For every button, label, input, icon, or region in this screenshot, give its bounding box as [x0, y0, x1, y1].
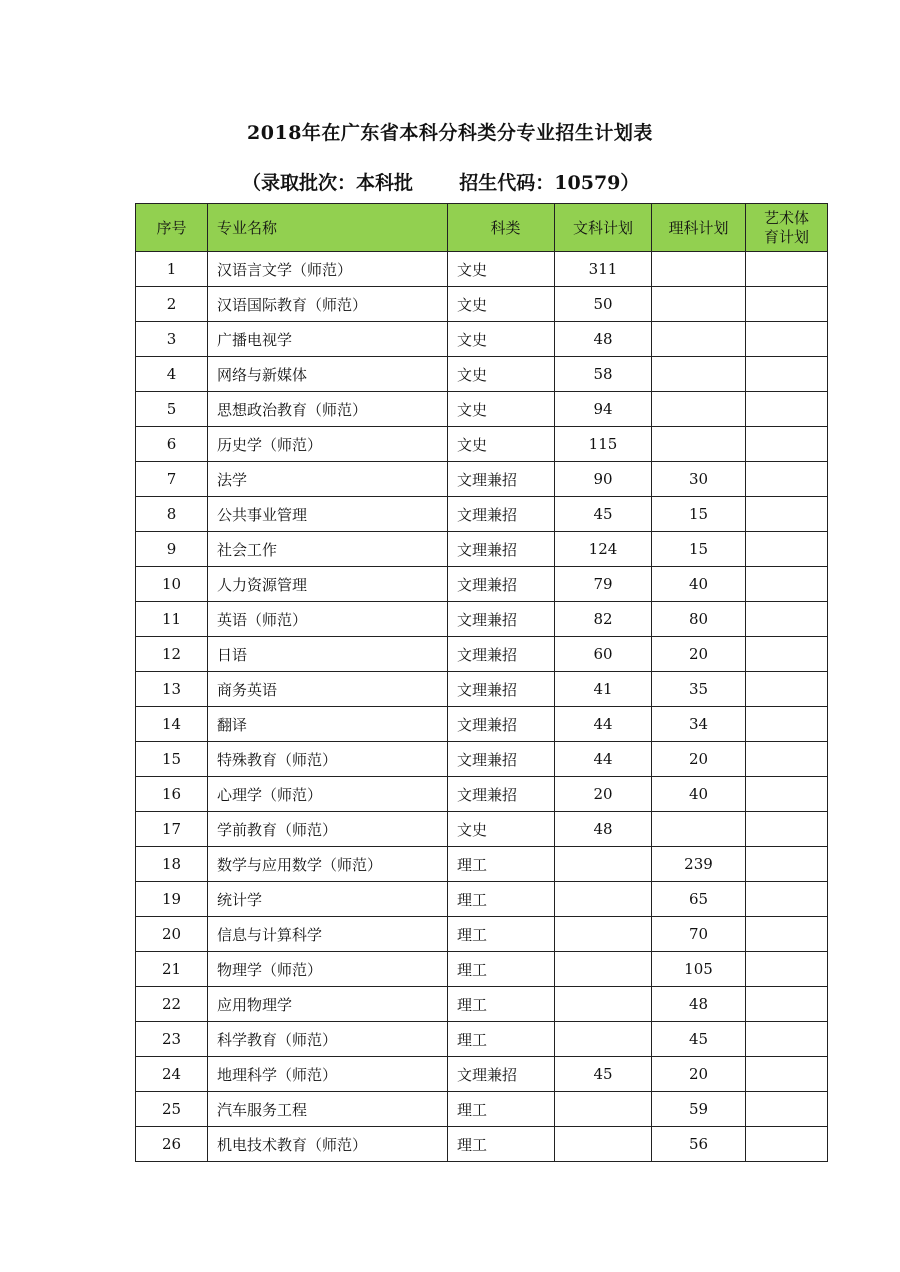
cell-art-sports-plan: [746, 882, 828, 917]
header-no: 序号: [136, 204, 208, 252]
cell-science-plan: 35: [652, 672, 746, 707]
cell-category: 理工: [448, 987, 555, 1022]
header-art-sports-line1: 艺术体: [763, 208, 809, 227]
cell-major-name: 统计学: [208, 882, 448, 917]
cell-art-sports-plan: [746, 252, 828, 287]
cell-arts-plan: [555, 917, 652, 952]
cell-no: 3: [136, 322, 208, 357]
cell-category: 文理兼招: [448, 707, 555, 742]
cell-category: 理工: [448, 1127, 555, 1162]
cell-art-sports-plan: [746, 427, 828, 462]
cell-no: 8: [136, 497, 208, 532]
cell-science-plan: [652, 427, 746, 462]
table-row: [136, 602, 828, 637]
table-row: [136, 637, 828, 672]
table-row: [136, 427, 828, 462]
cell-arts-plan: [555, 1022, 652, 1057]
cell-category: 理工: [448, 1092, 555, 1127]
cell-art-sports-plan: [746, 707, 828, 742]
cell-no: 21: [136, 952, 208, 987]
cell-category: 文史: [448, 252, 555, 287]
header-arts-plan: 文科计划: [555, 204, 652, 252]
cell-arts-plan: [555, 1127, 652, 1162]
table-row: [136, 1057, 828, 1092]
table-row: [136, 847, 828, 882]
cell-science-plan: [652, 322, 746, 357]
cell-science-plan: 30: [652, 462, 746, 497]
cell-no: 22: [136, 987, 208, 1022]
cell-major-name: 社会工作: [208, 532, 448, 567]
cell-art-sports-plan: [746, 1057, 828, 1092]
cell-arts-plan: 50: [555, 287, 652, 322]
cell-science-plan: [652, 252, 746, 287]
cell-major-name: 心理学（师范）: [208, 777, 448, 812]
cell-no: 12: [136, 637, 208, 672]
table-row: [136, 742, 828, 777]
cell-major-name: 日语: [208, 637, 448, 672]
cell-art-sports-plan: [746, 357, 828, 392]
cell-major-name: 英语（师范）: [208, 602, 448, 637]
cell-major-name: 网络与新媒体: [208, 357, 448, 392]
cell-no: 20: [136, 917, 208, 952]
cell-no: 16: [136, 777, 208, 812]
cell-category: 理工: [448, 952, 555, 987]
document-subtitle: （录取批次：本科批 招生代码：10579）: [242, 172, 640, 194]
cell-major-name: 特殊教育（师范）: [208, 742, 448, 777]
table-row: [136, 1092, 828, 1127]
cell-no: 10: [136, 567, 208, 602]
cell-art-sports-plan: [746, 847, 828, 882]
table-row: [136, 532, 828, 567]
table-row: [136, 567, 828, 602]
cell-category: 文理兼招: [448, 497, 555, 532]
cell-major-name: 应用物理学: [208, 987, 448, 1022]
cell-science-plan: 40: [652, 777, 746, 812]
cell-art-sports-plan: [746, 602, 828, 637]
header-science-plan: 理科计划: [652, 204, 746, 252]
cell-arts-plan: [555, 847, 652, 882]
cell-major-name: 信息与计算科学: [208, 917, 448, 952]
cell-no: 7: [136, 462, 208, 497]
cell-category: 理工: [448, 882, 555, 917]
cell-science-plan: 20: [652, 1057, 746, 1092]
cell-arts-plan: 124: [555, 532, 652, 567]
cell-no: 2: [136, 287, 208, 322]
cell-arts-plan: 115: [555, 427, 652, 462]
cell-science-plan: 65: [652, 882, 746, 917]
cell-major-name: 翻译: [208, 707, 448, 742]
cell-art-sports-plan: [746, 952, 828, 987]
header-name: 专业名称: [208, 204, 448, 252]
cell-art-sports-plan: [746, 322, 828, 357]
cell-art-sports-plan: [746, 812, 828, 847]
cell-arts-plan: 82: [555, 602, 652, 637]
table-row: [136, 287, 828, 322]
cell-no: 6: [136, 427, 208, 462]
cell-art-sports-plan: [746, 742, 828, 777]
cell-no: 19: [136, 882, 208, 917]
cell-no: 5: [136, 392, 208, 427]
table-row: [136, 777, 828, 812]
cell-arts-plan: 94: [555, 392, 652, 427]
table-row: [136, 252, 828, 287]
cell-arts-plan: 45: [555, 497, 652, 532]
cell-art-sports-plan: [746, 777, 828, 812]
cell-science-plan: [652, 392, 746, 427]
table-row: [136, 882, 828, 917]
cell-art-sports-plan: [746, 462, 828, 497]
cell-major-name: 广播电视学: [208, 322, 448, 357]
cell-no: 17: [136, 812, 208, 847]
table-body: [136, 252, 828, 1162]
cell-category: 文理兼招: [448, 637, 555, 672]
cell-category: 文理兼招: [448, 532, 555, 567]
cell-no: 13: [136, 672, 208, 707]
cell-art-sports-plan: [746, 917, 828, 952]
cell-science-plan: 40: [652, 567, 746, 602]
cell-major-name: 科学教育（师范）: [208, 1022, 448, 1057]
cell-major-name: 人力资源管理: [208, 567, 448, 602]
cell-arts-plan: 20: [555, 777, 652, 812]
table-row: [136, 987, 828, 1022]
cell-art-sports-plan: [746, 567, 828, 602]
cell-major-name: 学前教育（师范）: [208, 812, 448, 847]
cell-arts-plan: [555, 952, 652, 987]
table-row: [136, 707, 828, 742]
cell-category: 理工: [448, 917, 555, 952]
cell-science-plan: 45: [652, 1022, 746, 1057]
cell-category: 文史: [448, 287, 555, 322]
cell-art-sports-plan: [746, 287, 828, 322]
cell-art-sports-plan: [746, 392, 828, 427]
cell-major-name: 历史学（师范）: [208, 427, 448, 462]
table-row: [136, 1127, 828, 1162]
cell-arts-plan: 41: [555, 672, 652, 707]
cell-art-sports-plan: [746, 1022, 828, 1057]
cell-major-name: 思想政治教育（师范）: [208, 392, 448, 427]
header-category: 科类: [448, 204, 555, 252]
table-row: [136, 357, 828, 392]
cell-major-name: 机电技术教育（师范）: [208, 1127, 448, 1162]
cell-arts-plan: [555, 1092, 652, 1127]
cell-no: 25: [136, 1092, 208, 1127]
cell-major-name: 公共事业管理: [208, 497, 448, 532]
cell-science-plan: [652, 287, 746, 322]
cell-arts-plan: 48: [555, 812, 652, 847]
cell-arts-plan: 58: [555, 357, 652, 392]
cell-science-plan: 20: [652, 637, 746, 672]
table-row: [136, 812, 828, 847]
table-row: [136, 952, 828, 987]
cell-arts-plan: 44: [555, 742, 652, 777]
cell-category: 文理兼招: [448, 1057, 555, 1092]
cell-science-plan: 59: [652, 1092, 746, 1127]
table-row: [136, 917, 828, 952]
cell-category: 文理兼招: [448, 462, 555, 497]
cell-science-plan: 70: [652, 917, 746, 952]
header-art-sports-plan: [746, 204, 828, 252]
cell-science-plan: 105: [652, 952, 746, 987]
table-row: [136, 462, 828, 497]
cell-no: 4: [136, 357, 208, 392]
cell-no: 14: [136, 707, 208, 742]
header-art-sports-line2: 育计划: [763, 227, 809, 246]
cell-category: 文理兼招: [448, 602, 555, 637]
cell-science-plan: 48: [652, 987, 746, 1022]
cell-category: 文史: [448, 392, 555, 427]
cell-no: 24: [136, 1057, 208, 1092]
document-title: 2018年在广东省本科分科类分专业招生计划表: [247, 122, 653, 144]
cell-category: 文史: [448, 357, 555, 392]
cell-no: 1: [136, 252, 208, 287]
cell-science-plan: 20: [652, 742, 746, 777]
cell-arts-plan: [555, 882, 652, 917]
table-header-row: [136, 204, 828, 252]
cell-art-sports-plan: [746, 1092, 828, 1127]
cell-no: 18: [136, 847, 208, 882]
cell-category: 文理兼招: [448, 777, 555, 812]
cell-category: 理工: [448, 847, 555, 882]
cell-major-name: 物理学（师范）: [208, 952, 448, 987]
cell-art-sports-plan: [746, 1127, 828, 1162]
cell-major-name: 商务英语: [208, 672, 448, 707]
cell-category: 文理兼招: [448, 742, 555, 777]
cell-science-plan: 80: [652, 602, 746, 637]
cell-category: 文理兼招: [448, 567, 555, 602]
cell-major-name: 汉语国际教育（师范）: [208, 287, 448, 322]
table-row: [136, 392, 828, 427]
cell-art-sports-plan: [746, 987, 828, 1022]
cell-category: 文史: [448, 427, 555, 462]
cell-category: 理工: [448, 1022, 555, 1057]
table-row: [136, 497, 828, 532]
cell-major-name: 法学: [208, 462, 448, 497]
cell-category: 文史: [448, 322, 555, 357]
cell-arts-plan: 48: [555, 322, 652, 357]
cell-category: 文理兼招: [448, 672, 555, 707]
cell-science-plan: [652, 812, 746, 847]
cell-science-plan: 239: [652, 847, 746, 882]
cell-arts-plan: 45: [555, 1057, 652, 1092]
cell-science-plan: 34: [652, 707, 746, 742]
cell-art-sports-plan: [746, 637, 828, 672]
cell-arts-plan: 90: [555, 462, 652, 497]
cell-art-sports-plan: [746, 497, 828, 532]
cell-major-name: 汽车服务工程: [208, 1092, 448, 1127]
cell-no: 15: [136, 742, 208, 777]
cell-major-name: 地理科学（师范）: [208, 1057, 448, 1092]
cell-science-plan: 56: [652, 1127, 746, 1162]
enrollment-plan-table: [135, 203, 828, 1162]
cell-arts-plan: [555, 987, 652, 1022]
cell-category: 文史: [448, 812, 555, 847]
cell-major-name: 数学与应用数学（师范）: [208, 847, 448, 882]
table-row: [136, 672, 828, 707]
cell-arts-plan: 60: [555, 637, 652, 672]
cell-arts-plan: 79: [555, 567, 652, 602]
cell-no: 11: [136, 602, 208, 637]
cell-major-name: 汉语言文学（师范）: [208, 252, 448, 287]
cell-arts-plan: 44: [555, 707, 652, 742]
table-row: [136, 322, 828, 357]
cell-no: 26: [136, 1127, 208, 1162]
cell-science-plan: 15: [652, 497, 746, 532]
cell-art-sports-plan: [746, 532, 828, 567]
cell-arts-plan: 311: [555, 252, 652, 287]
cell-science-plan: [652, 357, 746, 392]
cell-science-plan: 15: [652, 532, 746, 567]
cell-no: 9: [136, 532, 208, 567]
table-row: [136, 1022, 828, 1057]
cell-no: 23: [136, 1022, 208, 1057]
cell-art-sports-plan: [746, 672, 828, 707]
